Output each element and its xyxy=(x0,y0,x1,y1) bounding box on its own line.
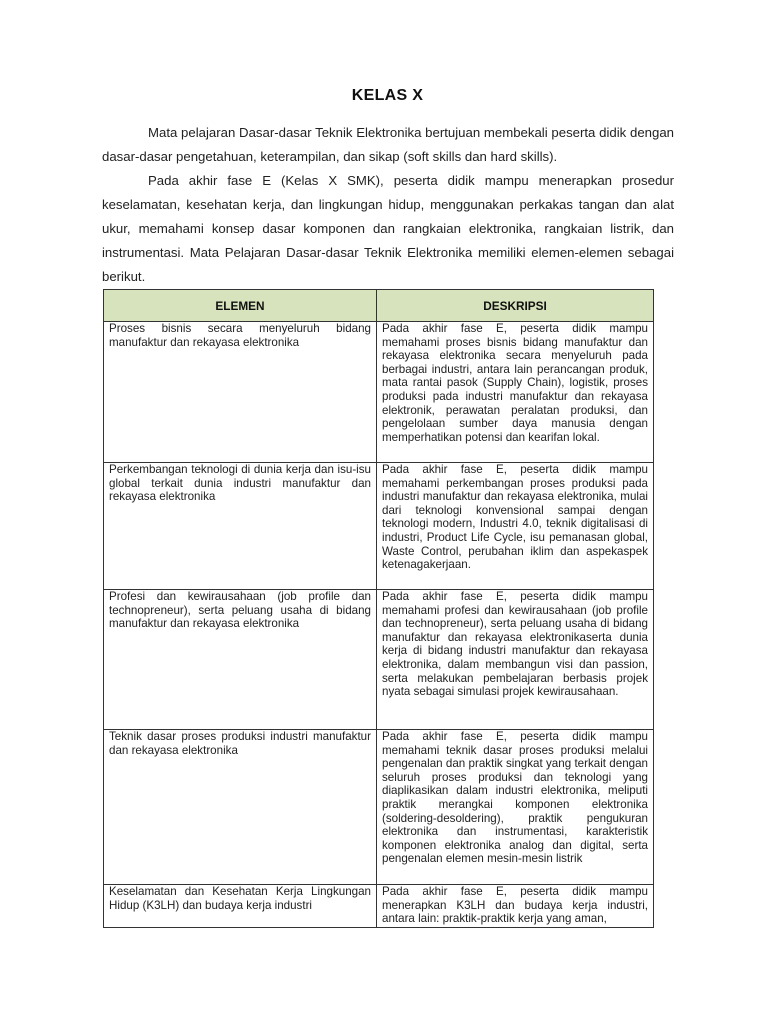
elemen-text: Teknik dasar proses produksi industri manufaktur dan rekayasa elektronika xyxy=(109,730,371,757)
deskripsi-cell xyxy=(377,322,654,463)
column-header-elemen: ELEMEN xyxy=(104,290,377,322)
column-header-deskripsi: DESKRIPSI xyxy=(377,290,654,322)
elemen-cell xyxy=(104,463,377,590)
elemen-cell xyxy=(104,885,377,928)
table-row xyxy=(104,463,654,590)
table-row xyxy=(104,885,654,928)
table-row xyxy=(104,322,654,463)
elemen-cell xyxy=(104,322,377,463)
deskripsi-text: Pada akhir fase E, peserta didik mampu memahami teknik dasar proses produksi melalui pengenalan dan praktik singkat yang terkait dengan seluruh proses produksi dan teknologi yang diaplikasikan dalam industri elektronika, meliputi praktik merangkai komponen elektronika (soldering-desoldering), praktik pengukuran elektronika dan instrumentasi, karakteristik komponen elektronika analog dan digital, serta pengenalan elemen mesin-mesin listrik xyxy=(382,730,648,866)
deskripsi-cell xyxy=(377,463,654,590)
elemen-text: Proses bisnis secara menyeluruh bidang manufaktur dan rekayasa elektronika xyxy=(109,322,371,349)
deskripsi-cell xyxy=(377,730,654,885)
deskripsi-text: Pada akhir fase E, peserta didik mampu memahami perkembangan proses produksi pada industri manufaktur dan rekayasa elektronika, mulai dari teknologi konvensional sampai dengan teknologi modern, Industri 4.0, teknik digitalisasi di industri, Product Life Cycle, isu pemanasan global, Waste Control, perubahan iklim dan aspekaspek ketenagakerjaan. xyxy=(382,463,648,572)
elemen-text: Perkembangan teknologi di dunia kerja dan isu-isu global terkait dunia industri manufaktur dan rekayasa elektronika xyxy=(109,463,371,504)
elemen-cell xyxy=(104,730,377,885)
elemen-text: Profesi dan kewirausahaan (job profile dan technopreneur), serta peluang usaha di bidang manufaktur dan rekayasa elektronika xyxy=(109,590,371,631)
table-row xyxy=(104,590,654,730)
intro-paragraph: Mata pelajaran Dasar-dasar Teknik Elektronika bertujuan membekali peserta didik dengan dasar-dasar pengetahuan, keterampilan, dan sikap (soft skills dan hard skills). xyxy=(102,125,674,164)
elemen-cell xyxy=(104,590,377,730)
table-row xyxy=(104,730,654,885)
deskripsi-cell xyxy=(377,590,654,730)
deskripsi-text: Pada akhir fase E, peserta didik mampu memahami profesi dan kewirausahaan (job profile dan technopreneur), serta peluang usaha di bidang manufaktur dan rekayasa elektronikaserta dunia kerja di bidang industri manufaktur dan rekayasa elektronika, dalam membangun visi dan passion, serta melakukan pembelajaran berbasis projek nyata sebagai simulasi projek kewirausahaan. xyxy=(382,590,648,699)
deskripsi-text: Pada akhir fase E, peserta didik mampu menerapkan K3LH dan budaya kerja industri, antara lain: praktik-praktik kerja yang aman, xyxy=(382,885,648,925)
deskripsi-cell xyxy=(377,885,654,928)
deskripsi-text: Pada akhir fase E, peserta didik mampu memahami proses bisnis bidang manufaktur dan rekayasa elektronika secara menyeluruh pada berbagai industri, antara lain perancangan produk, mata rantai pasok (Supply Chain), logistik, proses produksi pada industri manufaktur dan rekayasa elektronik, perawatan peralatan produksi, dan pengelolaan sumber daya manusia dengan memperhatikan potensi dan kearifan lokal. xyxy=(382,322,648,444)
fase-e-paragraph: Pada akhir fase E (Kelas X SMK), peserta didik mampu menerapkan prosedur keselamatan, kesehatan kerja, dan lingkungan hidup, menggunakan perkakas tangan dan alat ukur, memahami konsep dasar komponen dan rangkaian elektronika, rangkaian listrik, dan instrumentasi. Mata Pelajaran Dasar-dasar Teknik Elektronika memiliki elemen-elemen sebagai berikut. xyxy=(102,173,674,284)
table-header-row xyxy=(104,290,654,322)
elemen-table xyxy=(103,289,654,928)
elemen-text: Keselamatan dan Kesehatan Kerja Lingkungan Hidup (K3LH) dan budaya kerja industri xyxy=(109,885,371,912)
page-title: KELAS X xyxy=(351,87,424,104)
